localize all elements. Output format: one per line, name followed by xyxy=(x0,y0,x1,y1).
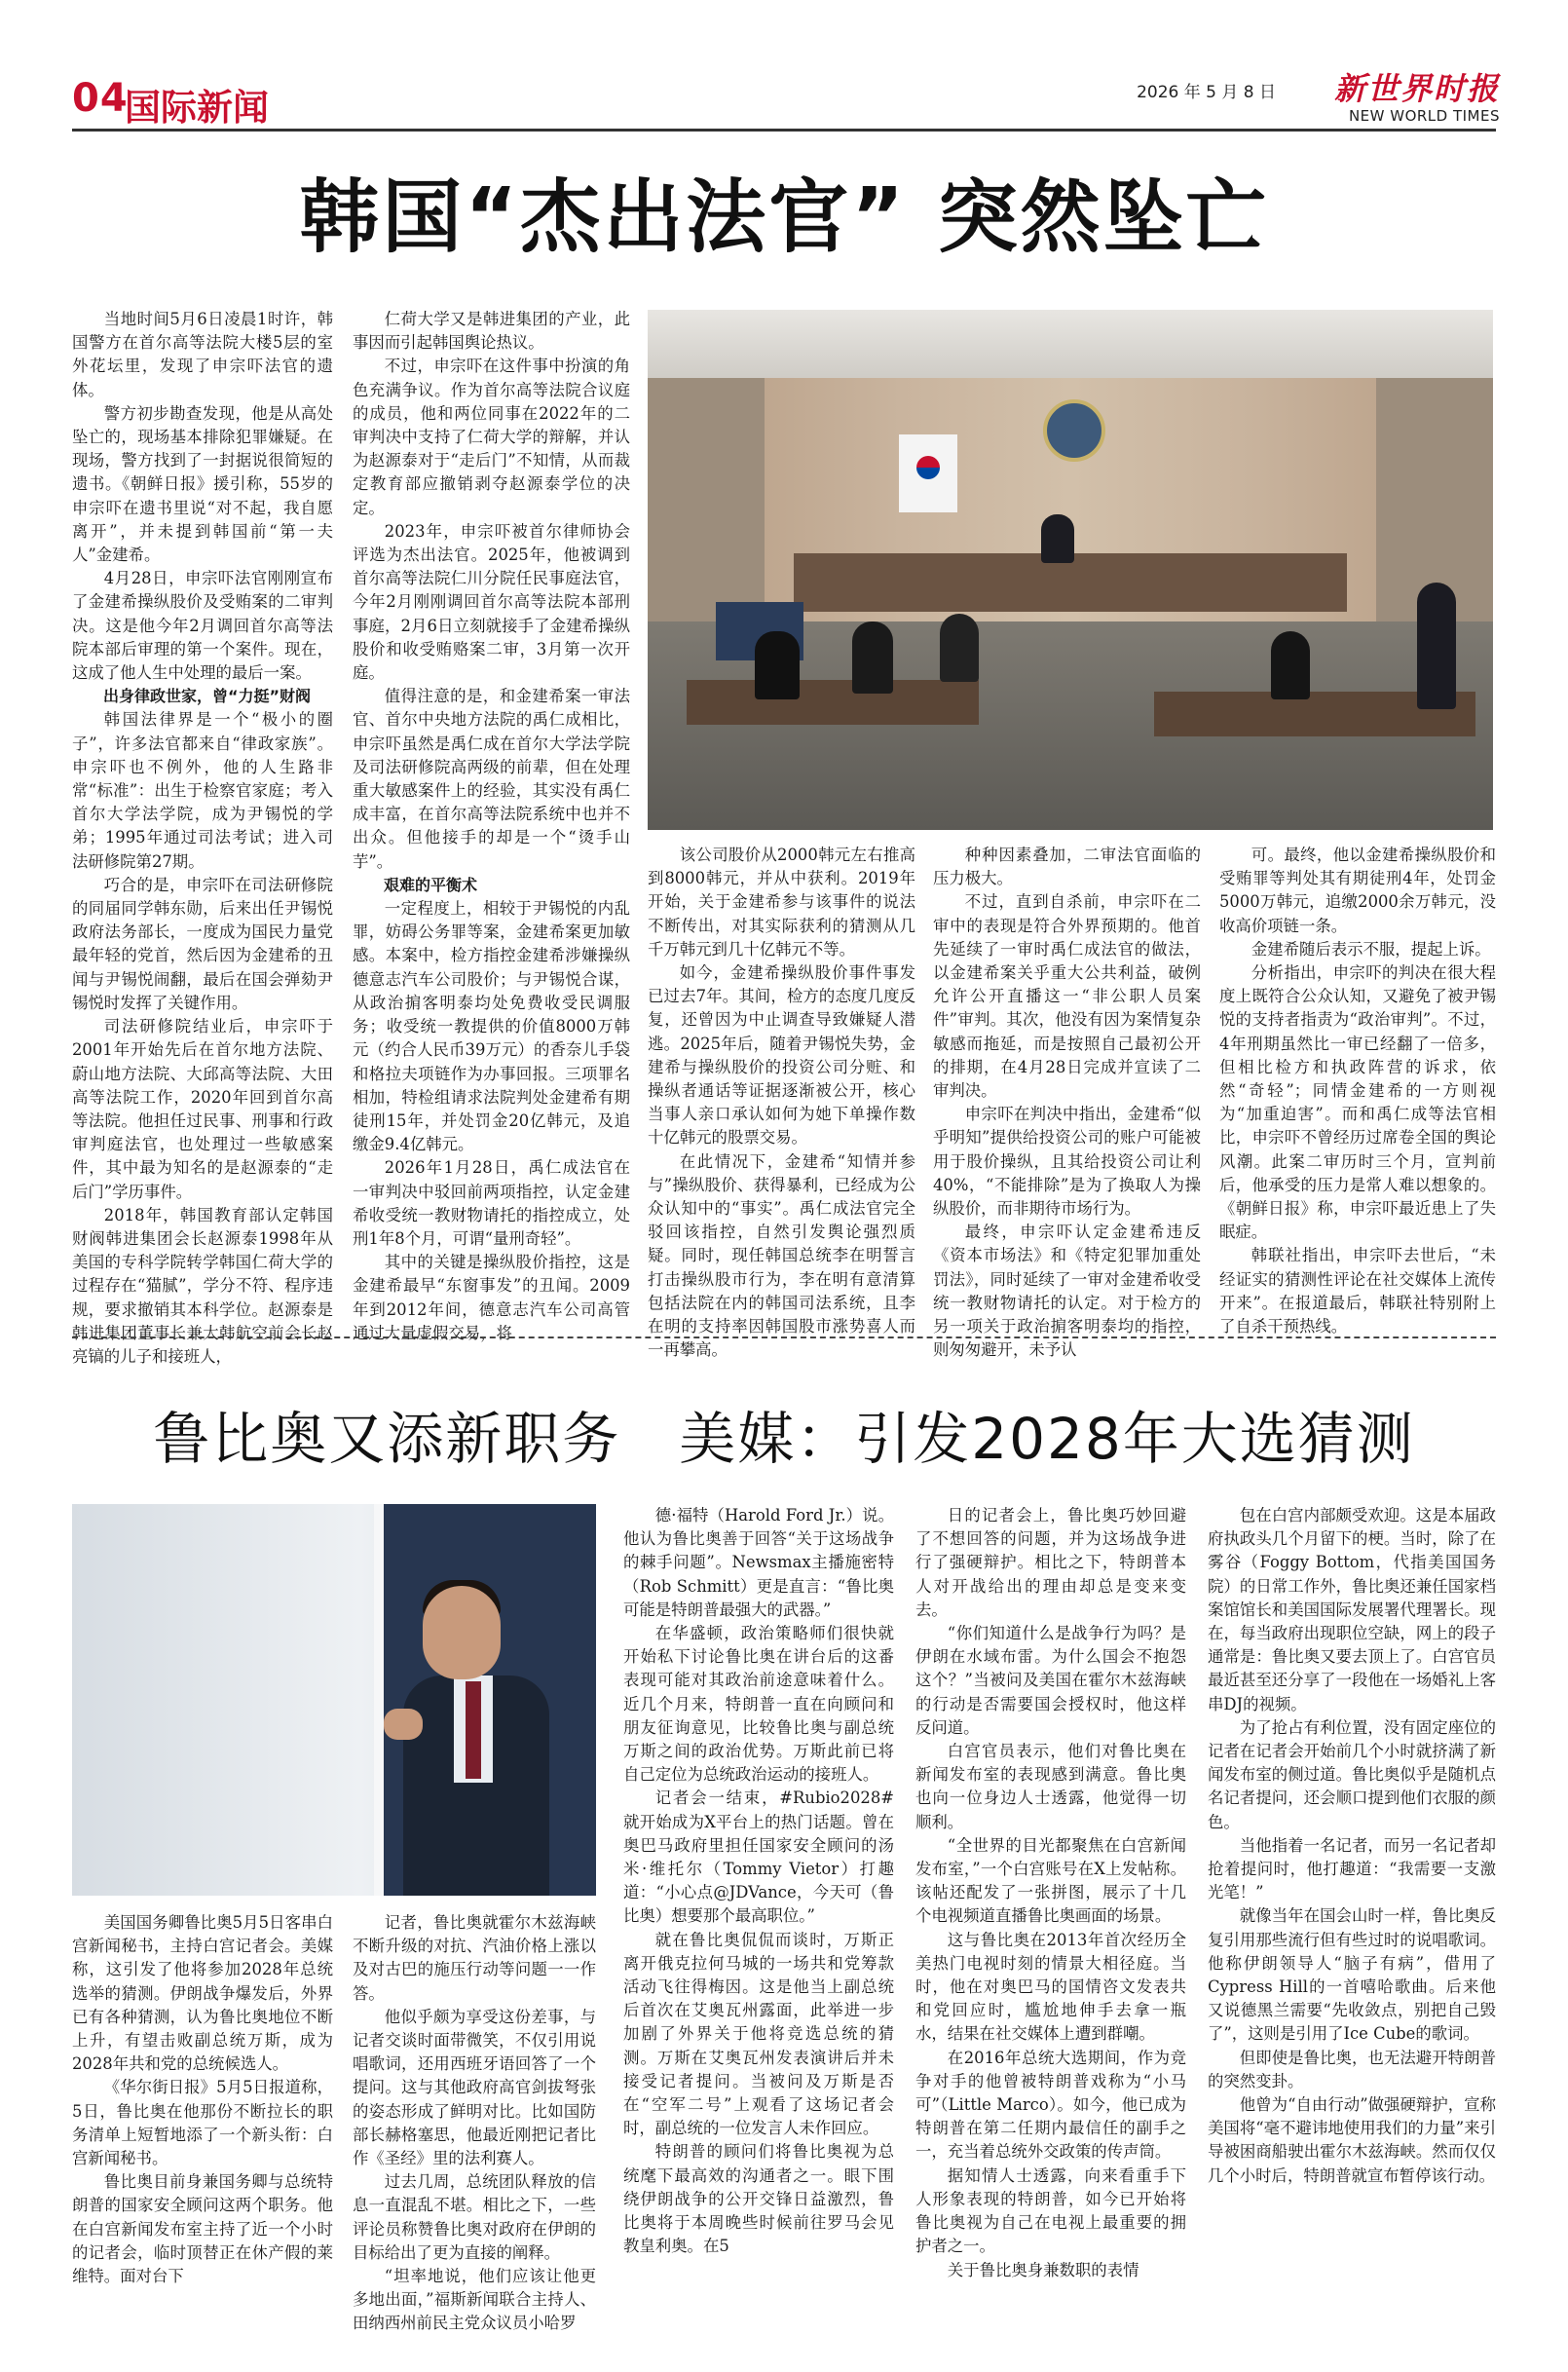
subheading: 出身律政世家，曾“力挺”财阀 xyxy=(103,687,312,706)
paragraph: 鲁比奥目前身兼国务卿与总统特朗普的国家安全顾问这两个职务。他在白宫新闻发布室主持了近一个小时的记者会，临时顶替正在休产假的莱维特。面对台下 xyxy=(72,2172,333,2286)
paragraph: 当他指着一名记者，而另一名记者却抢着提问时，他打趣道：“我需要一支激光笔！” xyxy=(1208,1835,1496,1902)
paragraph: 2023年，申宗吓被首尔律师协会评选为杰出法官。2025年，他被调到首尔高等法院仁川分院任民事庭法官，今年2月刚刚调回首尔高等法院本部刑事庭，2月6日立刻就接手了金建希操纵股价和收受贿赂案二审，3月第一次开庭。 xyxy=(353,521,630,683)
paragraph: 包在白宫内部颇受欢迎。这是本届政府执政头几个月留下的梗。当时，除了在雾谷（Foggy Bottom，代指美国国务院）的日常工作外，鲁比奥还兼任国家档案馆馆长和美国国际发展署代理署长。现在，每当政府出现职位空缺，网上的段子通常是：鲁比奥又要去顶上了。白宫官员最近甚至还分享了一段他在一场婚礼上客串DJ的视频。 xyxy=(1208,1506,1496,1713)
paragraph: 德·福特（Harold Ford Jr.）说。他认为鲁比奥善于回答“关于这场战争的棘手问题”。Newsmax主播施密特（Rob Schmitt）更是直言：“鲁比奥可能是特朗普最强大的武器。” xyxy=(623,1506,894,1619)
paragraph: 就在鲁比奥侃侃而谈时，万斯正离开俄克拉何马城的一场共和党筹款活动飞往得梅因。这是他当上副总统后首次在艾奥瓦州露面，此举进一步加剧了外界关于他将竞选总统的猜测。万斯在艾奥瓦州发表演讲后并未接受记者提问。当被问及万斯是否在“空军二号”上观看了这场记者会时，副总统的一位发言人未作回应。 xyxy=(623,1930,894,2138)
paragraph: 他曾为“自由行动”做强硬辩护，宣称美国将“毫不避讳地使用我们的力量”来引导被困商船驶出霍尔木兹海峡。然而仅仅几个小时后，特朗普就宣布暂停该行动。 xyxy=(1208,2095,1496,2185)
paragraph: 该公司股价从2000韩元左右推高到8000韩元，并从中获利。2019年开始，关于金建希参与该事件的说法不断传出，对其实际获利的猜测从几千万韩元到几十亿韩元不等。 xyxy=(648,846,915,959)
article1-column-3 xyxy=(648,844,915,1360)
article2-column-2 xyxy=(353,1911,596,2333)
paragraph: 为了抢占有利位置，没有固定座位的记者在记者会开始前几个小时就挤满了新闻发布室的侧过道。鲁比奥似乎是随机点名记者提问，还会顺口提到他们衣服的颜色。 xyxy=(1208,1717,1496,1831)
issue-date: 2026 年 5 月 8 日 xyxy=(1137,83,1276,102)
paragraph: 2026年1月28日，禹仁成法官在一审判决中驳回前两项指控，认定金建希收受统一教财物请托的指控成立，处刑1年8个月，可谓“量刑奇轻”。 xyxy=(353,1158,630,1248)
article1-column-5 xyxy=(1219,844,1496,1337)
paragraph: 美国国务卿鲁比奥5月5日客串白宫新闻秘书，主持白宫记者会。美媒称，这引发了他将参加2028年总统选举的猜测。伊朗战争爆发后，外界已有各种猜测，认为鲁比奥地位不断上升，有望击败副总统万斯，成为2028年共和党的总统候选人。 xyxy=(72,1913,333,2074)
article1-column-2 xyxy=(353,308,630,1342)
paragraph: 申宗吓在判决中指出，金建希“似乎明知”提供给投资公司的账户可能被用于股价操纵，且其给投资公司让利40%，“不能排除”是为了换取人为操纵股价，而非期待市场行为。 xyxy=(933,1105,1201,1219)
paper-name: 新世界时报 xyxy=(1333,70,1500,107)
article2-column-3 xyxy=(623,1504,894,2320)
paragraph: 当地时间5月6日凌晨1时许，韩国警方在首尔高等法院大楼5层的室外花坛里，发现了申宗吓法官的遗体。 xyxy=(72,310,333,399)
article2-headline: 鲁比奥又添新职务 美媒：引发2028年大选猜测 xyxy=(153,1406,1415,1472)
paragraph: 记者，鲁比奥就霍尔木兹海峡不断升级的对抗、汽油价格上涨以及对古巴的施压行动等问题一一作答。 xyxy=(353,1913,596,2003)
paragraph: 金建希随后表示不服，提起上诉。 xyxy=(1251,939,1491,959)
page-number: 04 xyxy=(72,76,129,121)
paper-name-en: NEW WORLD TIMES xyxy=(1348,107,1500,125)
paragraph: “坦率地说，他们应该让他更多地出面，”福斯新闻联合主持人、田纳西州前民主党众议员小哈罗 xyxy=(353,2267,596,2333)
paragraph: 在华盛顿，政治策略师们很快就开始私下讨论鲁比奥在讲台后的这番表现可能对其政治前途意味着什么。近几个月来，特朗普一直在向顾问和朋友征询意见，比较鲁比奥与副总统万斯之间的政治优势。万斯此前已将自己定位为总统政治运动的接班人。 xyxy=(623,1624,894,1785)
paragraph: 这与鲁比奥在2013年首次经历全美热门电视时刻的情景大相径庭。当时，他在对奥巴马的国情咨文发表共和党回应时，尴尬地伸手去拿一瓶水，结果在社交媒体上遭到群嘲。 xyxy=(915,1930,1186,2044)
paragraph: 巧合的是，申宗吓在司法研修院的同届同学韩东勋，后来出任尹锡悦政府法务部长，一度成为国民力量党最年轻的党首，然后因为金建希的丑闻与尹锡悦闹翻，最后在国会弹劾尹锡悦时发挥了关键作用。 xyxy=(72,875,333,1012)
courtroom-photo xyxy=(648,310,1493,830)
paragraph: 关于鲁比奥身兼数职的表情 xyxy=(947,2260,1139,2279)
paragraph: 白宫官员表示，他们对鲁比奥在新闻发布室的表现感到满意。鲁比奥也向一位身边人士透露，他觉得一切顺利。 xyxy=(915,1742,1186,1831)
paragraph: 不过，直到自杀前，申宗吓在二审中的表现是符合外界预期的。他首先延续了一审时禹仁成法官的做法，以金建希案关乎重大公共利益，破例允许公开直播这一“非公职人员案件”审判。其次，他没有因为案情复杂敏感而拖延，而是按照自己最初公开的排期，在4月28日完成并宣读了二审判决。 xyxy=(933,892,1201,1101)
paragraph: 4月28日，申宗吓法官刚刚宣布了金建希操纵股价及受贿案的二审判决。这是他今年2月调回首尔高等法院本部后审理的第一个案件。现在，这成了他人生中处理的最后一案。 xyxy=(72,569,333,683)
article1-column-4 xyxy=(933,844,1201,1360)
paragraph: 其中的关键是操纵股价指控，这是金建希最早“东窗事发”的丑闻。2009年到2012年间，德意志汽车公司高管通过大量虚假交易，将 xyxy=(353,1253,630,1342)
paragraph: 不过，申宗吓在这件事中扮演的角色充满争议。作为首尔高等法院合议庭的成员，他和两位同事在2022年的二审判决中支持了仁荷大学的辩解，并认为赵源泰对于“走后门”不知情，从而裁定教育部应撤销剥夺赵源泰学位的决定。 xyxy=(353,357,630,517)
subheading: 艰难的平衡术 xyxy=(384,875,478,894)
article2-column-5 xyxy=(1208,1504,1496,2320)
rubio-photo xyxy=(72,1504,596,1896)
paragraph: 特朗普的顾问们将鲁比奥视为总统麾下最高效的沟通者之一。眼下围绕伊朗战争的公开交锋日益激烈，鲁比奥将于本周晚些时候前往罗马会见教皇利奥。在5 xyxy=(623,2142,894,2256)
paragraph: 司法研修院结业后，申宗吓于2001年开始先后在首尔地方法院、蔚山地方法院、大邱高等法院、大田高等法院工作，2020年回到首尔高等法院。他担任过民事、刑事和行政审判庭法官，也处理过一些敏感案件，其中最为知名的是赵源泰的“走后门”学历事件。 xyxy=(72,1017,333,1201)
paragraph: 警方初步勘查发现，他是从高处坠亡的，现场基本排除犯罪嫌疑。在现场，警方找到了一封据说很简短的遗书。《朝鲜日报》援引称，55岁的申宗吓在遗书里说“对不起，我自愿离开”，并未提到韩国前“第一夫人”金建希。 xyxy=(72,403,333,565)
paragraph: 可。最终，他以金建希操纵股价和受贿罪等判处其有期徒刑4年，处罚金5000万韩元，追缴2000余万韩元，没收高价项链一条。 xyxy=(1219,846,1496,935)
paragraph: 一定程度上，相较于尹锡悦的内乱罪，妨碍公务罪等案，金建希案更加敏感。本案中，检方指控金建希涉嫌操纵德意志汽车公司股价；与尹锡悦合谋，从政治掮客明泰均处免费收受民调服务；收受统一教提供的价值8000万韩元（约合人民币39万元）的香奈儿手袋和格拉夫项链作为办事回报。三项罪名相加，特检组请求法院判处金建希有期徒刑15年，并处罚金20亿韩元，及追缴金9.4亿韩元。 xyxy=(353,899,630,1154)
paragraph: 日的记者会上，鲁比奥巧妙回避了不想回答的问题，并为这场战争进行了强硬辩护。相比之下，特朗普本人对开战给出的理由却总是变来变去。 xyxy=(915,1506,1186,1619)
paragraph: 仁荷大学又是韩进集团的产业，此事因而引起韩国舆论热议。 xyxy=(353,310,630,353)
paragraph: 据知情人士透露，向来看重手下人形象表现的特朗普，如今已开始将鲁比奥视为自己在电视上最重要的拥护者之一。 xyxy=(915,2165,1186,2256)
section-name: 国际新闻 xyxy=(125,87,269,129)
court-emblem-icon xyxy=(1043,399,1105,462)
paragraph: 如今，金建希操纵股价事件事发已过去7年。其间，检方的态度几度反复，还曾因为中止调查导致嫌疑人潜逃。2025年后，随着尹锡悦失势，金建希与操纵股价的投资公司分赃、和操纵者通话等证据逐渐被公开，核心当事人亲口承认如何为她下单操作数十亿韩元的股票交易。 xyxy=(648,963,915,1148)
paragraph: 就像当年在国会山时一样，鲁比奥反复引用那些流行但有些过时的说唱歌词。他称伊朗领导人“脑子有病”，借用了Cypress Hill的一首嘻哈歌曲。后来他又说德黑兰需要“先收敛点，别把自己毁了”，这则是引用了Ice Cube的歌词。 xyxy=(1208,1906,1496,2044)
article2-column-4 xyxy=(915,1504,1186,2320)
paragraph: 值得注意的是，和金建希案一审法官、首尔中央地方法院的禹仁成相比，申宗吓虽然是禹仁成在首尔大学法学院及司法研修院高两级的前辈，但在处理重大敏感案件上的经验，其实没有禹仁成丰富，在首尔高等法院系统中也并不出众。但他接手的却是一个“烫手山芋”。 xyxy=(353,687,630,871)
paragraph: 韩联社指出，申宗吓去世后，“未经证实的猜测性评论在社交媒体上流传开来”。在报道最后，韩联社特别附上了自杀干预热线。 xyxy=(1219,1246,1496,1337)
paragraph: 种种因素叠加，二审法官面临的压力极大。 xyxy=(933,846,1201,888)
paragraph: 在2016年总统大选期间，作为竞争对手的他曾被特朗普戏称为“小马可”（Little Marco）。如今，他已成为特朗普在第二任期内最信任的副手之一，充当着总统外交政策的传声筒。 xyxy=(915,2048,1186,2162)
paragraph: 分析指出，申宗吓的判决在很大程度上既符合公众认知，又避免了被尹锡悦的支持者指责为“政治审判”。不过，4年刑期虽然比一审已经翻了一倍多，但相比检方和执政阵营的诉求，依然“奇轻”；同情金建希的一方则视为“加重迫害”。而和禹仁成等法官相比，申宗吓不曾经历过席卷全国的舆论风潮。此案二审历时三个月，宣判前后，他承受的压力是常人难以想象的。《朝鲜日报》称，申宗吓最近患上了失眠症。 xyxy=(1219,963,1496,1242)
paragraph: 韩国法律界是一个“极小的圈子”，许多法官都来自“律政家族”。申宗吓也不例外，他的人生路非常“标准”：出生于检察官家庭；考入首尔大学法学院，成为尹锡悦的学弟；1995年通过司法考试；进入司法研修院第27期。 xyxy=(72,710,333,871)
paragraph: 记者会一结束，#Rubio2028#就开始成为X平台上的热门话题。曾在奥巴马政府里担任国家安全顾问的汤米·维托尔（Tommy Vietor）打趣道：“小心点@JDVance，今天可（鲁比奥）想要那个最高职位。” xyxy=(623,1788,894,1926)
article1-headline: 韩国“杰出法官” 突然坠亡 xyxy=(299,171,1269,264)
paragraph: 他似乎颇为享受这份差事，与记者交谈时面带微笑，不仅引用说唱歌词，还用西班牙语回答了一个提问。这与其他政府高官剑拔弩张的姿态形成了鲜明对比。比如国防部长赫格塞思，他最近刚把记者比作《圣经》里的法利赛人。 xyxy=(353,2007,596,2168)
article2-column-1 xyxy=(72,1911,333,2320)
paragraph: “你们知道什么是战争行为吗？是伊朗在水域布雷。为什么国会不抱怨这个？”当被问及美国在霍尔木兹海峡的行动是否需要国会授权时，他这样反问道。 xyxy=(915,1624,1186,1737)
paragraph: 在此情况下，金建希“知情并参与”操纵股价、获得暴利，已经成为公众认知中的“事实”。禹仁成法官完全驳回该指控，自然引发舆论强烈质疑。同时，现任韩国总统李在明誓言打击操纵股市行为，李在明有意清算包括法院在内的韩国司法系统，且李在明的支持率因韩国股市涨势喜人而一再攀高。 xyxy=(648,1151,915,1360)
article-divider xyxy=(72,1337,1496,1338)
paragraph: 但即使是鲁比奥，也无法避开特朗普的突然变卦。 xyxy=(1208,2048,1496,2090)
paragraph: 过去几周，总统团队释放的信息一直混乱不堪。相比之下，一些评论员称赞鲁比奥对政府在伊朗的目标给出了更为直接的阐释。 xyxy=(353,2172,596,2262)
paragraph: 2018年，韩国教育部认定韩国财阀韩进集团会长赵源泰1998年从美国的专科学院转学韩国仁荷大学的过程存在“猫腻”，学分不符、程序违规，要求撤销其本科学位。赵源泰是韩进集团董事长兼大韩航空前会长赵亮镐的儿子和接班人， xyxy=(72,1205,333,1366)
header-rule xyxy=(72,129,1496,132)
paragraph: 《华尔街日报》5月5日报道称，5日，鲁比奥在他那份不断拉长的职务清单上短暂地添了一个新头衔：白宫新闻秘书。 xyxy=(72,2078,333,2168)
article1-column-1 xyxy=(72,308,333,1366)
paragraph: 最终，申宗吓认定金建希违反《资本市场法》和《特定犯罪加重处罚法》，同时延续了一审对金建希收受统一教财物请托的认定。对于检方的另一项关于政治掮客明泰均的指控，则匆匆避开，未予认 xyxy=(933,1223,1201,1360)
paragraph: “全世界的目光都聚焦在白宫新闻发布室，”一个白宫账号在X上发帖称。该帖还配发了一张拼图，展示了十几个电视频道直播鲁比奥画面的场景。 xyxy=(915,1835,1186,1926)
